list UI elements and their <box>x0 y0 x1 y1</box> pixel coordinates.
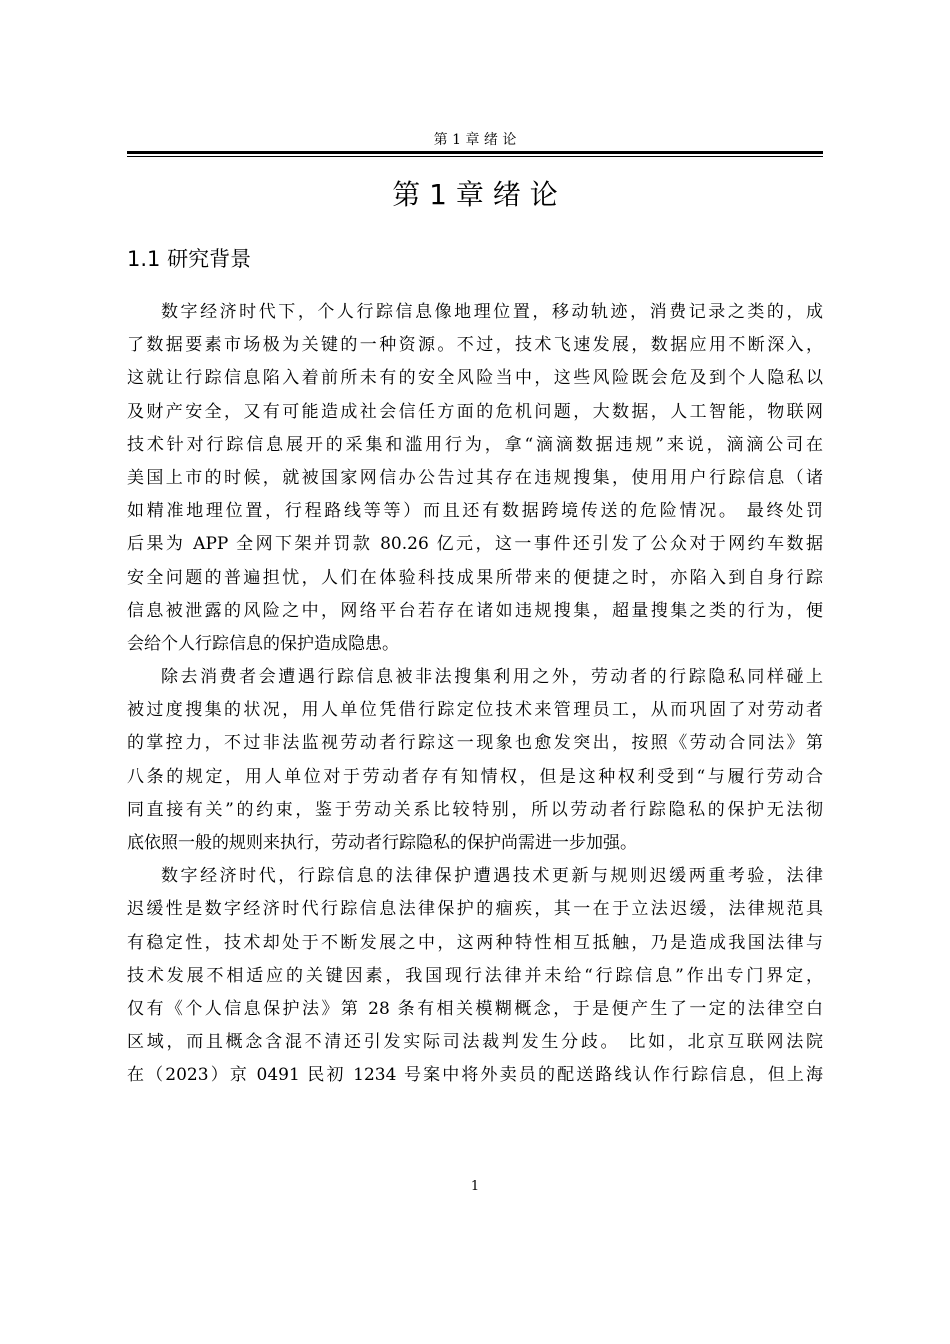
text-line: 了数据要素市场极为关键的一种资源。不过，技术飞速发展，数据应用不断深入， <box>127 335 823 356</box>
section-heading: 1.1 研究背景 <box>127 247 252 271</box>
paragraph <box>127 296 823 661</box>
text-line: 被过度搜集的状况，用人单位凭借行踪定位技术来管理员工，从而巩固了对劳动者 <box>127 700 823 721</box>
text-line: 如精准地理位置，行程路线等等）而且还有数据跨境传送的危险情况。 最终处罚 <box>127 501 823 522</box>
body-text <box>127 296 823 1093</box>
chapter-title: 第 1 章 绪 论 <box>392 178 558 211</box>
paragraph <box>127 860 823 1092</box>
text-line: 仅有《个人信息保护法》第 28 条有相关模糊概念，于是便产生了一定的法律空白 <box>127 998 823 1019</box>
text-line: 及财产安全，又有可能造成社会信任方面的危机问题，大数据，人工智能，物联网 <box>127 401 823 422</box>
text-line: 信息被泄露的风险之中，网络平台若存在诸如违规搜集，超量搜集之类的行为，便 <box>127 600 823 621</box>
text-line: 这就让行踪信息陷入着前所未有的安全风险当中，这些风险既会危及到个人隐私以 <box>127 368 823 389</box>
text-line: 安全问题的普遍担忧，人们在体验科技成果所带来的便捷之时，亦陷入到自身行踪 <box>127 567 823 588</box>
text-line: 美国上市的时候，就被国家网信办公告过其存在违规搜集，使用用户行踪信息（诸 <box>127 467 823 488</box>
text-line: 迟缓性是数字经济时代行踪信息法律保护的痼疾，其一在于立法迟缓，法律规范具 <box>127 899 823 920</box>
text-line: 有稳定性，技术却处于不断发展之中，这两种特性相互抵触，乃是造成我国法律与 <box>127 932 823 953</box>
header-rule-thin <box>127 156 823 157</box>
running-header: 第 1 章 绪 论 <box>433 132 517 148</box>
header-rule <box>127 151 823 154</box>
text-line: 同直接有关”的约束，鉴于劳动关系比较特别，所以劳动者行踪隐私的保护无法彻 <box>127 799 823 820</box>
text-line: 数字经济时代下，个人行踪信息像地理位置，移动轨迹，消费记录之类的，成 <box>161 302 823 322</box>
text-line: 在（2023）京 0491 民初 1234 号案中将外卖员的配送路线认作行踪信息，但上海 <box>127 1065 823 1086</box>
text-line: 的掌控力，不过非法监视劳动者行踪这一现象也愈发突出，按照《劳动合同法》第 <box>127 733 823 754</box>
text-line: 底依照一般的规则来执行，劳动者行踪隐私的保护尚需进一步加强。 <box>127 833 637 853</box>
text-line: 八条的规定，用人单位对于劳动者存有知情权，但是这种权利受到“与履行劳动合 <box>127 766 823 787</box>
text-line: 技术发展不相适应的关键因素，我国现行法律并未给“行踪信息”作出专门界定， <box>127 965 823 986</box>
paragraph <box>127 661 823 860</box>
text-line: 区域，而且概念含混不清还引发实际司法裁判发生分歧。 比如，北京互联网法院 <box>127 1032 823 1053</box>
page-number: 1 <box>470 1179 480 1194</box>
text-line: 除去消费者会遭遇行踪信息被非法搜集利用之外，劳动者的行踪隐私同样碰上 <box>161 667 823 688</box>
text-line: 技术针对行踪信息展开的采集和滥用行为，拿“滴滴数据违规”来说，滴滴公司在 <box>127 434 823 455</box>
text-line: 会给个人行踪信息的保护造成隐患。 <box>127 633 399 654</box>
text-line: 数字经济时代，行踪信息的法律保护遭遇技术更新与规则迟缓两重考验，法律 <box>161 866 823 887</box>
text-line: 后果为 APP 全网下架并罚款 80.26 亿元，这一事件还引发了公众对于网约车数据 <box>127 534 823 555</box>
